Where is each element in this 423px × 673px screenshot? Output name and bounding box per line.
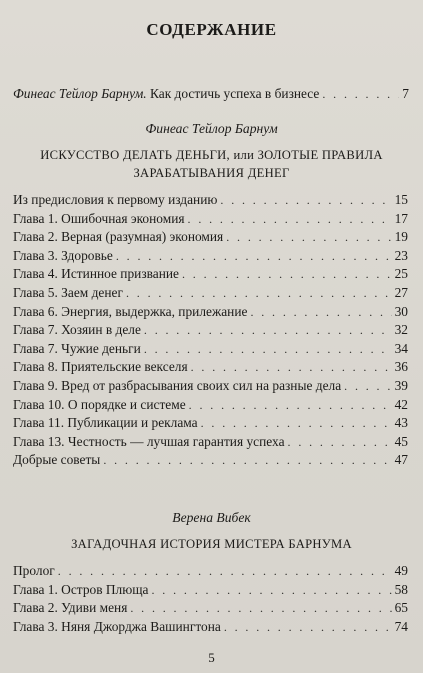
leader-dots [144, 323, 392, 338]
section1-title [0, 146, 423, 182]
toc-entry[interactable] [13, 285, 408, 304]
toc-entry-title: Глава 4. Истинное призвание [13, 266, 179, 282]
leader-dots [288, 435, 392, 450]
toc-entry[interactable] [13, 563, 408, 582]
toc-entry-page-number: 43 [394, 415, 408, 431]
toc-entry[interactable] [13, 266, 408, 285]
leader-dots [188, 212, 392, 227]
leader-dots [201, 416, 392, 431]
toc-entry-title: Глава 10. О порядке и системе [13, 396, 186, 412]
toc-entry-page-number: 17 [394, 210, 408, 226]
toc-entry[interactable] [13, 452, 408, 471]
section1-title-line2: ЗАРАБАТЫВАНИЯ ДЕНЕГ [133, 166, 290, 180]
toc-entry-page-number: 49 [394, 563, 408, 578]
toc-entry[interactable] [13, 582, 408, 601]
section1-title-line1 [0, 146, 423, 164]
section2-author: Верена Вибек [172, 510, 251, 525]
toc-entry-page-number: 15 [394, 192, 408, 207]
toc-entry-title: Глава 2. Верная (разумная) экономия [13, 229, 224, 245]
toc-entry-title: Глава 11. Публикации и реклама [13, 415, 198, 431]
toc-entry[interactable] [13, 248, 408, 267]
leader-dots [152, 583, 392, 598]
toc-entry-page-number: 23 [394, 247, 408, 263]
toc-entry-page-number: 36 [394, 359, 408, 375]
section1-author: Финеас Тейлор Барнум [145, 121, 278, 136]
leader-dots [322, 87, 399, 102]
toc-entry-page-number: 39 [394, 377, 408, 393]
toc-entry[interactable] [13, 619, 408, 638]
intro-page-number: 7 [402, 86, 409, 101]
toc-entry-page-number: 42 [394, 396, 408, 412]
section1-title-part-a: ИСКУССТВО ДЕЛАТЬ ДЕНЬГИ, [40, 148, 230, 162]
toc-entry-page-number: 27 [394, 284, 408, 300]
toc-entry-title: Глава 2. Удиви меня [13, 600, 128, 616]
toc-entry-title: Глава 3. Здоровье [13, 247, 113, 263]
section1-title-part-b: ЗОЛОТЫЕ ПРАВИЛА [257, 148, 383, 162]
toc-entry-page-number: 58 [394, 581, 408, 597]
toc-entry-page-number: 32 [394, 322, 408, 338]
toc-entry-title: Пролог [13, 563, 55, 578]
toc-entry[interactable] [13, 322, 408, 341]
toc-entry-page-number: 30 [394, 303, 408, 319]
toc-entry-intro-text [13, 86, 319, 102]
leader-dots [220, 193, 391, 208]
leader-dots [58, 564, 392, 579]
toc-entry[interactable] [13, 229, 408, 248]
toc-entry-title: Глава 8. Приятельские векселя [13, 359, 188, 375]
toc-entry[interactable] [13, 304, 408, 323]
leader-dots [126, 286, 392, 301]
toc-entry[interactable] [13, 415, 408, 434]
toc-entry-title: Глава 13. Честность — лучшая гарантия успеха [13, 433, 285, 449]
leader-dots [189, 398, 392, 413]
toc-entry[interactable] [13, 397, 408, 416]
toc-entry-title: Глава 5. Заем денег [13, 284, 123, 300]
toc-entry-title: Глава 9. Вред от разбрасывания своих сил на разные дела [13, 377, 342, 393]
toc-entry-page-number: 19 [394, 229, 408, 245]
leader-dots [250, 305, 391, 320]
section1-toc-list [13, 192, 408, 471]
leader-dots [191, 360, 392, 375]
leader-dots [224, 620, 392, 635]
toc-entry-title: Добрые советы [13, 452, 101, 468]
toc-entry-intro[interactable] [13, 86, 409, 102]
toc-entry-page-number: 34 [394, 340, 408, 356]
toc-entry[interactable] [13, 600, 408, 619]
section2-title: ЗАГАДОЧНАЯ ИСТОРИЯ МИСТЕРА БАРНУМА [71, 537, 352, 551]
leader-dots [103, 453, 391, 468]
toc-entry[interactable] [13, 341, 408, 360]
toc-entry[interactable] [13, 192, 408, 211]
toc-entry-title: Глава 7. Чужие деньги [13, 340, 141, 356]
leader-dots [130, 601, 391, 616]
toc-entry-page-number: 45 [394, 433, 408, 449]
leader-dots [226, 230, 391, 245]
page-heading: СОДЕРЖАНИЕ [146, 20, 277, 39]
toc-entry-title: Глава 3. Няня Джорджа Вашингтона [13, 618, 221, 634]
intro-author: Финеас Тейлор Барнум. [13, 86, 147, 101]
toc-entry[interactable] [13, 211, 408, 230]
toc-entry-page-number: 74 [394, 618, 408, 634]
toc-entry-title: Из предисловия к первому изданию [13, 192, 218, 207]
toc-entry-page-number: 65 [394, 600, 408, 616]
section2-toc-list [13, 563, 408, 637]
leader-dots [144, 342, 392, 357]
section1-title-or: или [233, 148, 255, 162]
toc-entry-title: Глава 6. Энергия, выдержка, прилежание [13, 303, 248, 319]
leader-dots [344, 379, 391, 394]
toc-entry-page-number: 47 [394, 452, 408, 468]
toc-entry-title: Глава 1. Остров Плюща [13, 581, 149, 597]
toc-entry-title: Глава 7. Хозяин в деле [13, 322, 141, 338]
leader-dots [116, 249, 392, 264]
toc-entry[interactable] [13, 359, 408, 378]
toc-entry[interactable] [13, 378, 408, 397]
toc-entry-title: Глава 1. Ошибочная экономия [13, 210, 185, 226]
toc-entry-page-number: 25 [394, 266, 408, 282]
leader-dots [182, 267, 392, 282]
intro-title: Как достичь успеха в бизнесе [150, 86, 320, 101]
page-number-folio: 5 [208, 650, 215, 665]
toc-entry[interactable] [13, 434, 408, 453]
